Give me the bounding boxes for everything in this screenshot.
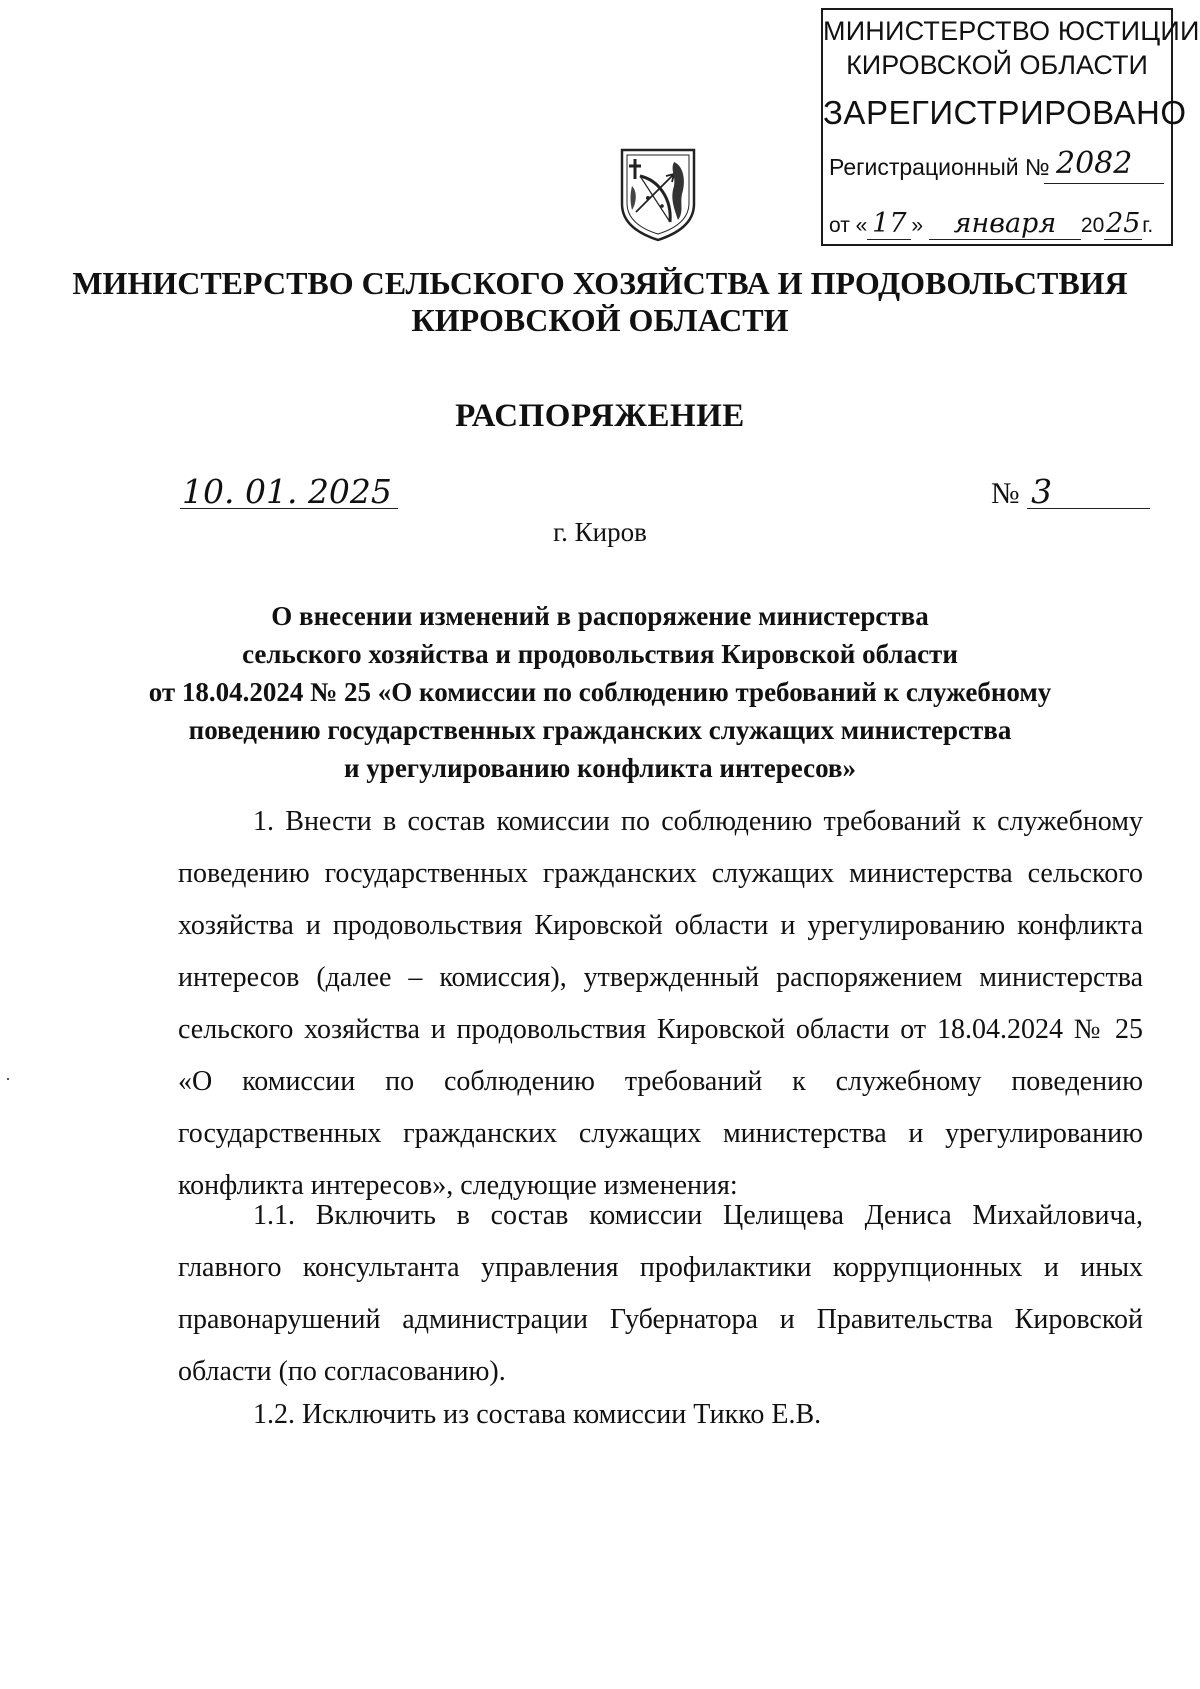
subject-line1: О внесении изменений в распоряжение министерства	[271, 601, 929, 631]
stamp-date-month: января	[929, 208, 1081, 240]
stamp-org-line2: КИРОВСКОЙ ОБЛАСТИ	[846, 50, 1148, 80]
stamp-date-suffix: г.	[1142, 214, 1154, 237]
subject-line2: сельского хозяйства и продовольствия Кировской области	[242, 639, 958, 669]
stamp-date-year-suffix: 25	[1106, 208, 1141, 239]
paragraph-1-1: 1.1. Включить в состав комиссии Целищева Дениса Михайловича, главного консультанта управления профилактики коррупционных и иных правонарушений администрации Губернатора и Правительства Кировской области (по согласованию).	[178, 1200, 1143, 1387]
document-number-label: №	[991, 477, 1020, 510]
kirov-oblast-coat-of-arms-icon	[618, 146, 698, 242]
subject-line4: поведению государственных гражданских служащих министерства	[188, 715, 1012, 745]
stamp-reg-date	[829, 208, 1153, 240]
stamp-status: ЗАРЕГИСТРИРОВАНО	[823, 94, 1187, 131]
scan-speck	[7, 1078, 9, 1080]
document-number	[991, 472, 1150, 511]
document-type: РАСПОРЯЖЕНИЕ	[455, 398, 745, 434]
ministry-heading	[0, 265, 1200, 339]
subject-line5: и урегулированию конфликта интересов»	[344, 753, 856, 783]
stamp-org-line1: МИНИСТЕРСТВО ЮСТИЦИИ	[823, 16, 1200, 46]
ministry-line1: МИНИСТЕРСТВО СЕЛЬСКОГО ХОЗЯЙСТВА И ПРОДОВОЛЬСТВИЯ	[72, 265, 1128, 301]
stamp-date-prefix: от «	[829, 214, 868, 237]
paragraph-1: 1. Внести в состав комиссии по соблюдению требований к служебному поведению государственных гражданских служащих министерства сельского хозяйства и продовольствия Кировской области и урегулированию конфликта интересов (далее – комиссия), утвержденный распоряжением министерства сельского хозяйства и продовольствия Кировской области от 18.04.2024 № 25 «О комиссии по соблюдению требований к служебному поведению государственных гражданских служащих министерства и урегулированию конфликта интересов», следующие изменения:	[178, 806, 1143, 1201]
registration-stamp	[821, 8, 1200, 246]
stamp-date-year-prefix: 20	[1080, 214, 1105, 237]
document-date: 10. 01. 2025	[180, 476, 398, 509]
stamp-reg-number-value: 2082	[1044, 146, 1164, 184]
stamp-date-mid: »	[911, 214, 924, 237]
stamp-reg-number-label: Регистрационный №	[829, 154, 1050, 180]
document-subject	[0, 597, 1200, 787]
subject-line3: от 18.04.2024 № 25 «О комиссии по соблюдению требований к служебному	[148, 677, 1052, 707]
document-city: г. Киров	[553, 517, 647, 547]
ministry-line2: КИРОВСКОЙ ОБЛАСТИ	[411, 302, 789, 338]
paragraph-1-2: 1.2. Исключить из состава комиссии Тикко Е.В.	[253, 1399, 822, 1430]
document-number-value: 3	[1027, 476, 1150, 509]
stamp-date-day: 17	[867, 208, 911, 240]
